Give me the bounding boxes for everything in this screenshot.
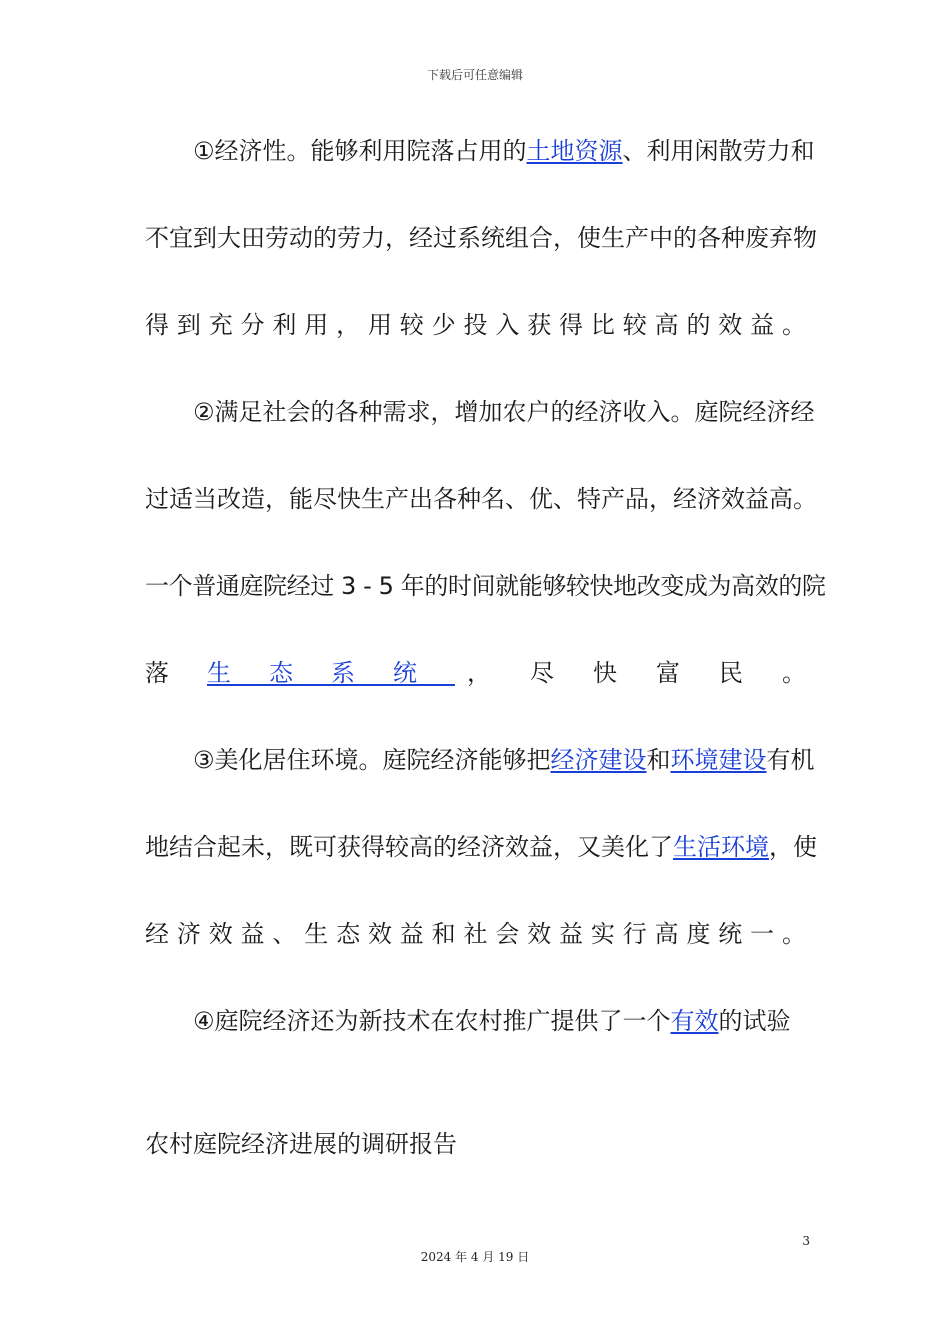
text-run: ④庭院经济还为新技术在农村推广提供了一个 [193,1007,671,1035]
page-header: 下载后可任意编辑 [426,68,523,82]
link-living-environment[interactable]: 生活环境 [673,833,769,861]
text-run: ，使 [769,833,817,861]
link-effective[interactable]: 有效 [670,1007,719,1035]
paragraph-line: 经济效益、生态效益和社会效益实行高度统一。 [145,920,806,948]
text-run: 和 [646,746,671,774]
paragraph-line: 得到充分利用，用较少投入获得比较高的效益。 [145,311,806,339]
link-land-resources[interactable]: 土地资源 [526,137,623,165]
paragraph-line [145,131,815,171]
paragraph-line: 过适当改造，能尽快生产出各种名、优、特产品，经济效益高。 [145,485,817,513]
text-run: ①经济性。能够利用院落占用的 [193,137,527,165]
text-run: 、利用闲散劳力和 [622,137,815,165]
page-number: 3 [802,1234,810,1248]
link-ecosystem[interactable]: 生态系统 [207,659,455,687]
report-title: 农村庭院经济进展的调研报告 [145,1130,457,1158]
text-run: 地结合起未，既可获得较高的经济效益，又美化了 [145,833,673,861]
text-run: ③美化居住环境。庭院经济能够把 [193,746,551,774]
paragraph-line: ②满足社会的各种需求，增加农户的经济收入。庭院经济经 [193,398,815,426]
footer-date: 2024 年 4 月 19 日 [420,1250,530,1264]
paragraph-line [145,827,817,867]
text-run: 落 [145,659,169,687]
paragraph-line: 一个普通庭院经过 3 - 5 年的时间就能够较快地改变成为高效的院 [145,572,826,600]
text-run: ，尽快富民。 [467,659,806,687]
paragraph-line: 不宜到大田劳动的劳力，经过系统组合，使生产中的各种废弃物 [145,224,817,252]
link-environmental-construction[interactable]: 环境建设 [670,746,767,774]
text-run: 的试验 [718,1007,791,1035]
link-economic-construction[interactable]: 经济建设 [550,746,647,774]
paragraph-line [145,653,806,693]
text-run: 有机 [766,746,815,774]
paragraph-line [145,740,815,780]
paragraph-line [145,1001,806,1041]
